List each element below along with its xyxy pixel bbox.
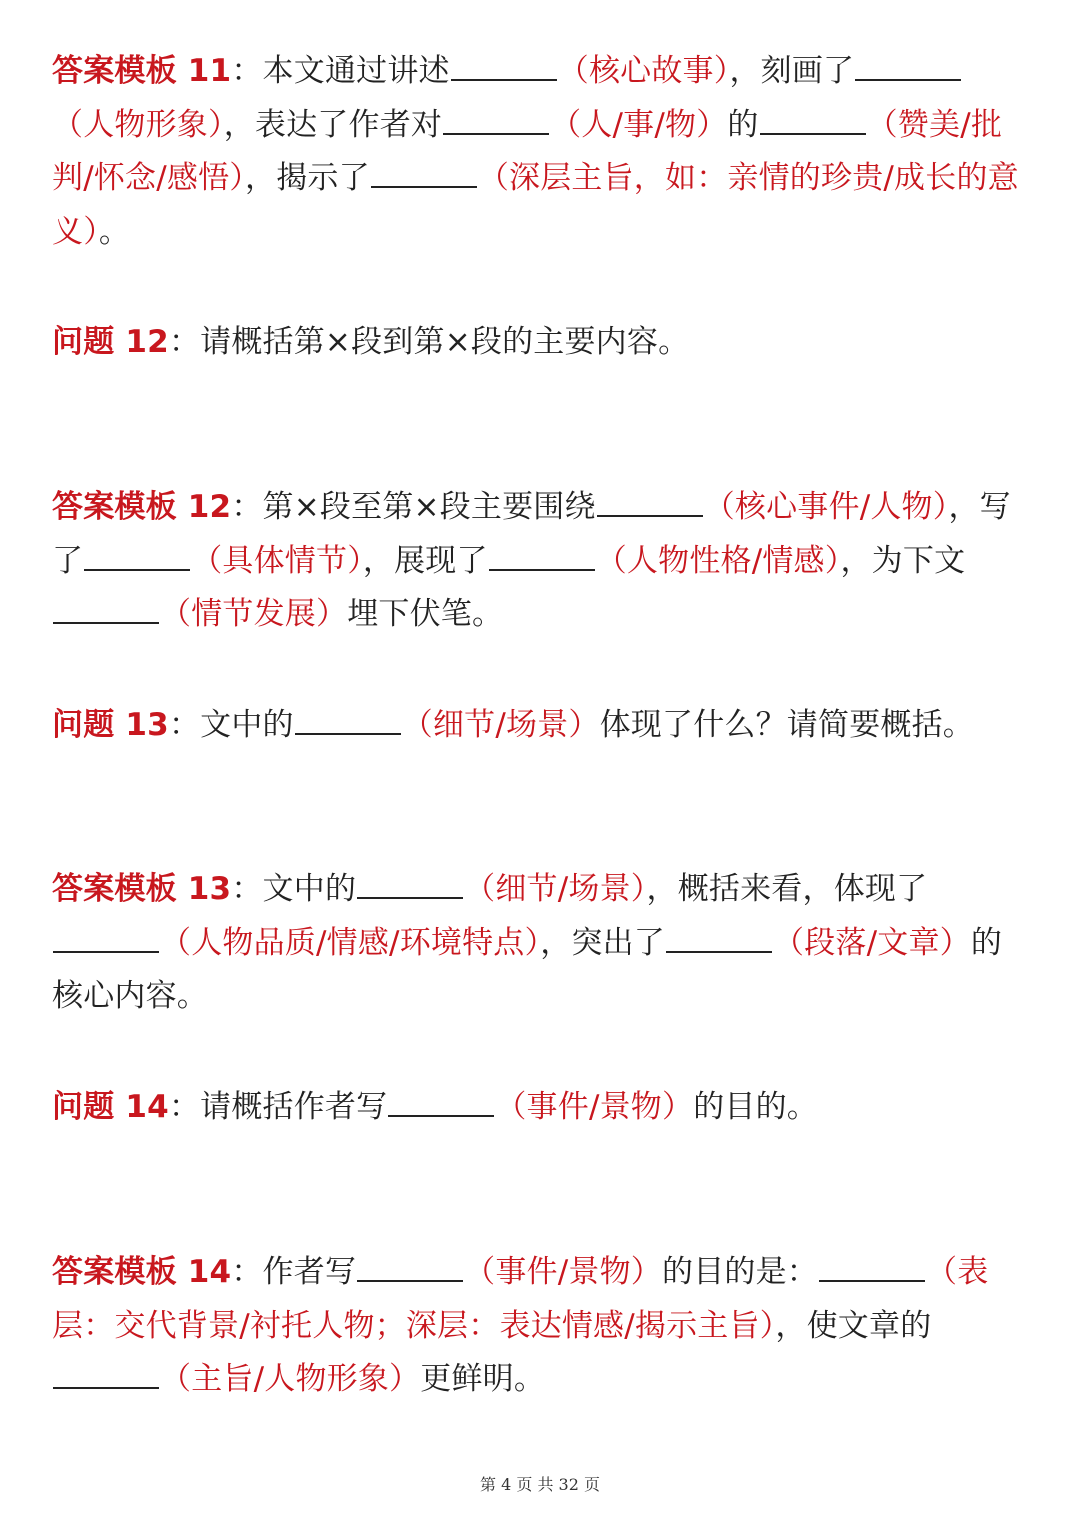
- text-run: ，突出了: [540, 924, 665, 961]
- text-run: 的核心内容。: [52, 924, 1003, 1014]
- fill-in-blank: [451, 51, 557, 81]
- question-14: [52, 1081, 1020, 1135]
- fill-in-blank: [357, 869, 463, 899]
- section-label: 答案模板 12: [52, 489, 232, 525]
- question-12: [52, 316, 1020, 370]
- hint-text: （表层：交代背景/衬托人物；深层：表达情感/揭示主旨）: [52, 1254, 989, 1344]
- fill-in-blank: [53, 594, 159, 624]
- section-label: 答案模板 14: [52, 1254, 232, 1290]
- text-run: ：文中的: [231, 871, 357, 907]
- hint-text: （人物性格/情感）: [595, 542, 841, 579]
- hint-text: （细节/场景）: [464, 871, 647, 907]
- hint-text: （主旨/人物形象）: [160, 1361, 421, 1397]
- answer-template-13: [52, 863, 1020, 1024]
- hint-text: （事件/景物）: [464, 1254, 662, 1290]
- hint-text: （人物形象）: [52, 106, 224, 143]
- hint-text: （事件/景物）: [495, 1089, 694, 1125]
- fill-in-blank: [53, 1359, 159, 1389]
- text-run: 体现了什么？请简要概括。: [599, 707, 974, 743]
- hint-text: （赞美/批判/怀念/感悟）: [52, 106, 1003, 196]
- section-label: 问题 13: [52, 707, 169, 743]
- text-run: ，刻画了: [729, 53, 855, 89]
- text-run: ：文中的: [168, 707, 294, 743]
- text-run: ，为下文: [840, 542, 966, 579]
- fill-in-blank: [295, 705, 401, 735]
- text-run: ，写了: [52, 489, 1011, 579]
- fill-in-blank: [597, 487, 703, 517]
- text-run: 。: [98, 213, 131, 250]
- fill-in-blank: [388, 1087, 494, 1117]
- hint-text: （人物品质/情感/环境特点）: [160, 924, 541, 961]
- answer-template-14: [52, 1246, 1020, 1407]
- hint-text: （人/事/物）: [550, 106, 728, 143]
- hint-text: （核心故事）: [557, 53, 730, 89]
- text-run: 的目的是：: [662, 1254, 818, 1290]
- text-run: ，使文章的: [775, 1307, 932, 1344]
- text-run: 的目的。: [693, 1089, 818, 1125]
- page-number: 第 4 页 共 32 页: [480, 1475, 600, 1494]
- section-label: 答案模板 13: [52, 871, 232, 907]
- text-run: ，揭示了: [245, 160, 370, 196]
- hint-text: （深层主旨，如：亲情的珍贵/成长的意义）: [52, 160, 1019, 250]
- fill-in-blank: [489, 541, 595, 571]
- text-run: ：作者写: [231, 1254, 357, 1290]
- fill-in-blank: [760, 105, 866, 135]
- text-run: ，表达了作者对: [223, 106, 443, 143]
- question-13: [52, 699, 1020, 753]
- text-run: ：本文通过讲述: [231, 53, 450, 89]
- text-run: 的: [727, 106, 759, 143]
- fill-in-blank: [819, 1252, 925, 1282]
- text-run: ：第×段至第×段主要围绕: [231, 489, 596, 525]
- hint-text: （情节发展）: [160, 596, 348, 632]
- hint-text: （核心事件/人物）: [703, 489, 949, 525]
- fill-in-blank: [443, 105, 549, 135]
- section-label: 问题 14: [52, 1089, 169, 1125]
- fill-in-blank: [84, 541, 190, 571]
- answer-template-12: [52, 481, 1020, 642]
- text-run: ，展现了: [362, 542, 488, 579]
- text-run: 更鲜明。: [420, 1361, 546, 1397]
- text-run: 埋下伏笔。: [347, 596, 504, 632]
- hint-text: （具体情节）: [191, 542, 363, 579]
- hint-text: （细节/场景）: [401, 707, 600, 743]
- text-run: ，概括来看，体现了: [646, 871, 928, 907]
- text-run: ：请概括作者写: [168, 1089, 388, 1125]
- text-run: ：请概括第×段到第×段的主要内容。: [168, 324, 690, 360]
- hint-text: （段落/文章）: [773, 924, 971, 961]
- fill-in-blank: [357, 1252, 463, 1282]
- fill-in-blank: [666, 923, 772, 953]
- section-label: 答案模板 11: [52, 53, 232, 89]
- section-label: 问题 12: [52, 324, 169, 360]
- fill-in-blank: [855, 51, 961, 81]
- answer-template-11: [52, 45, 1020, 259]
- fill-in-blank: [53, 923, 159, 953]
- fill-in-blank: [371, 158, 477, 188]
